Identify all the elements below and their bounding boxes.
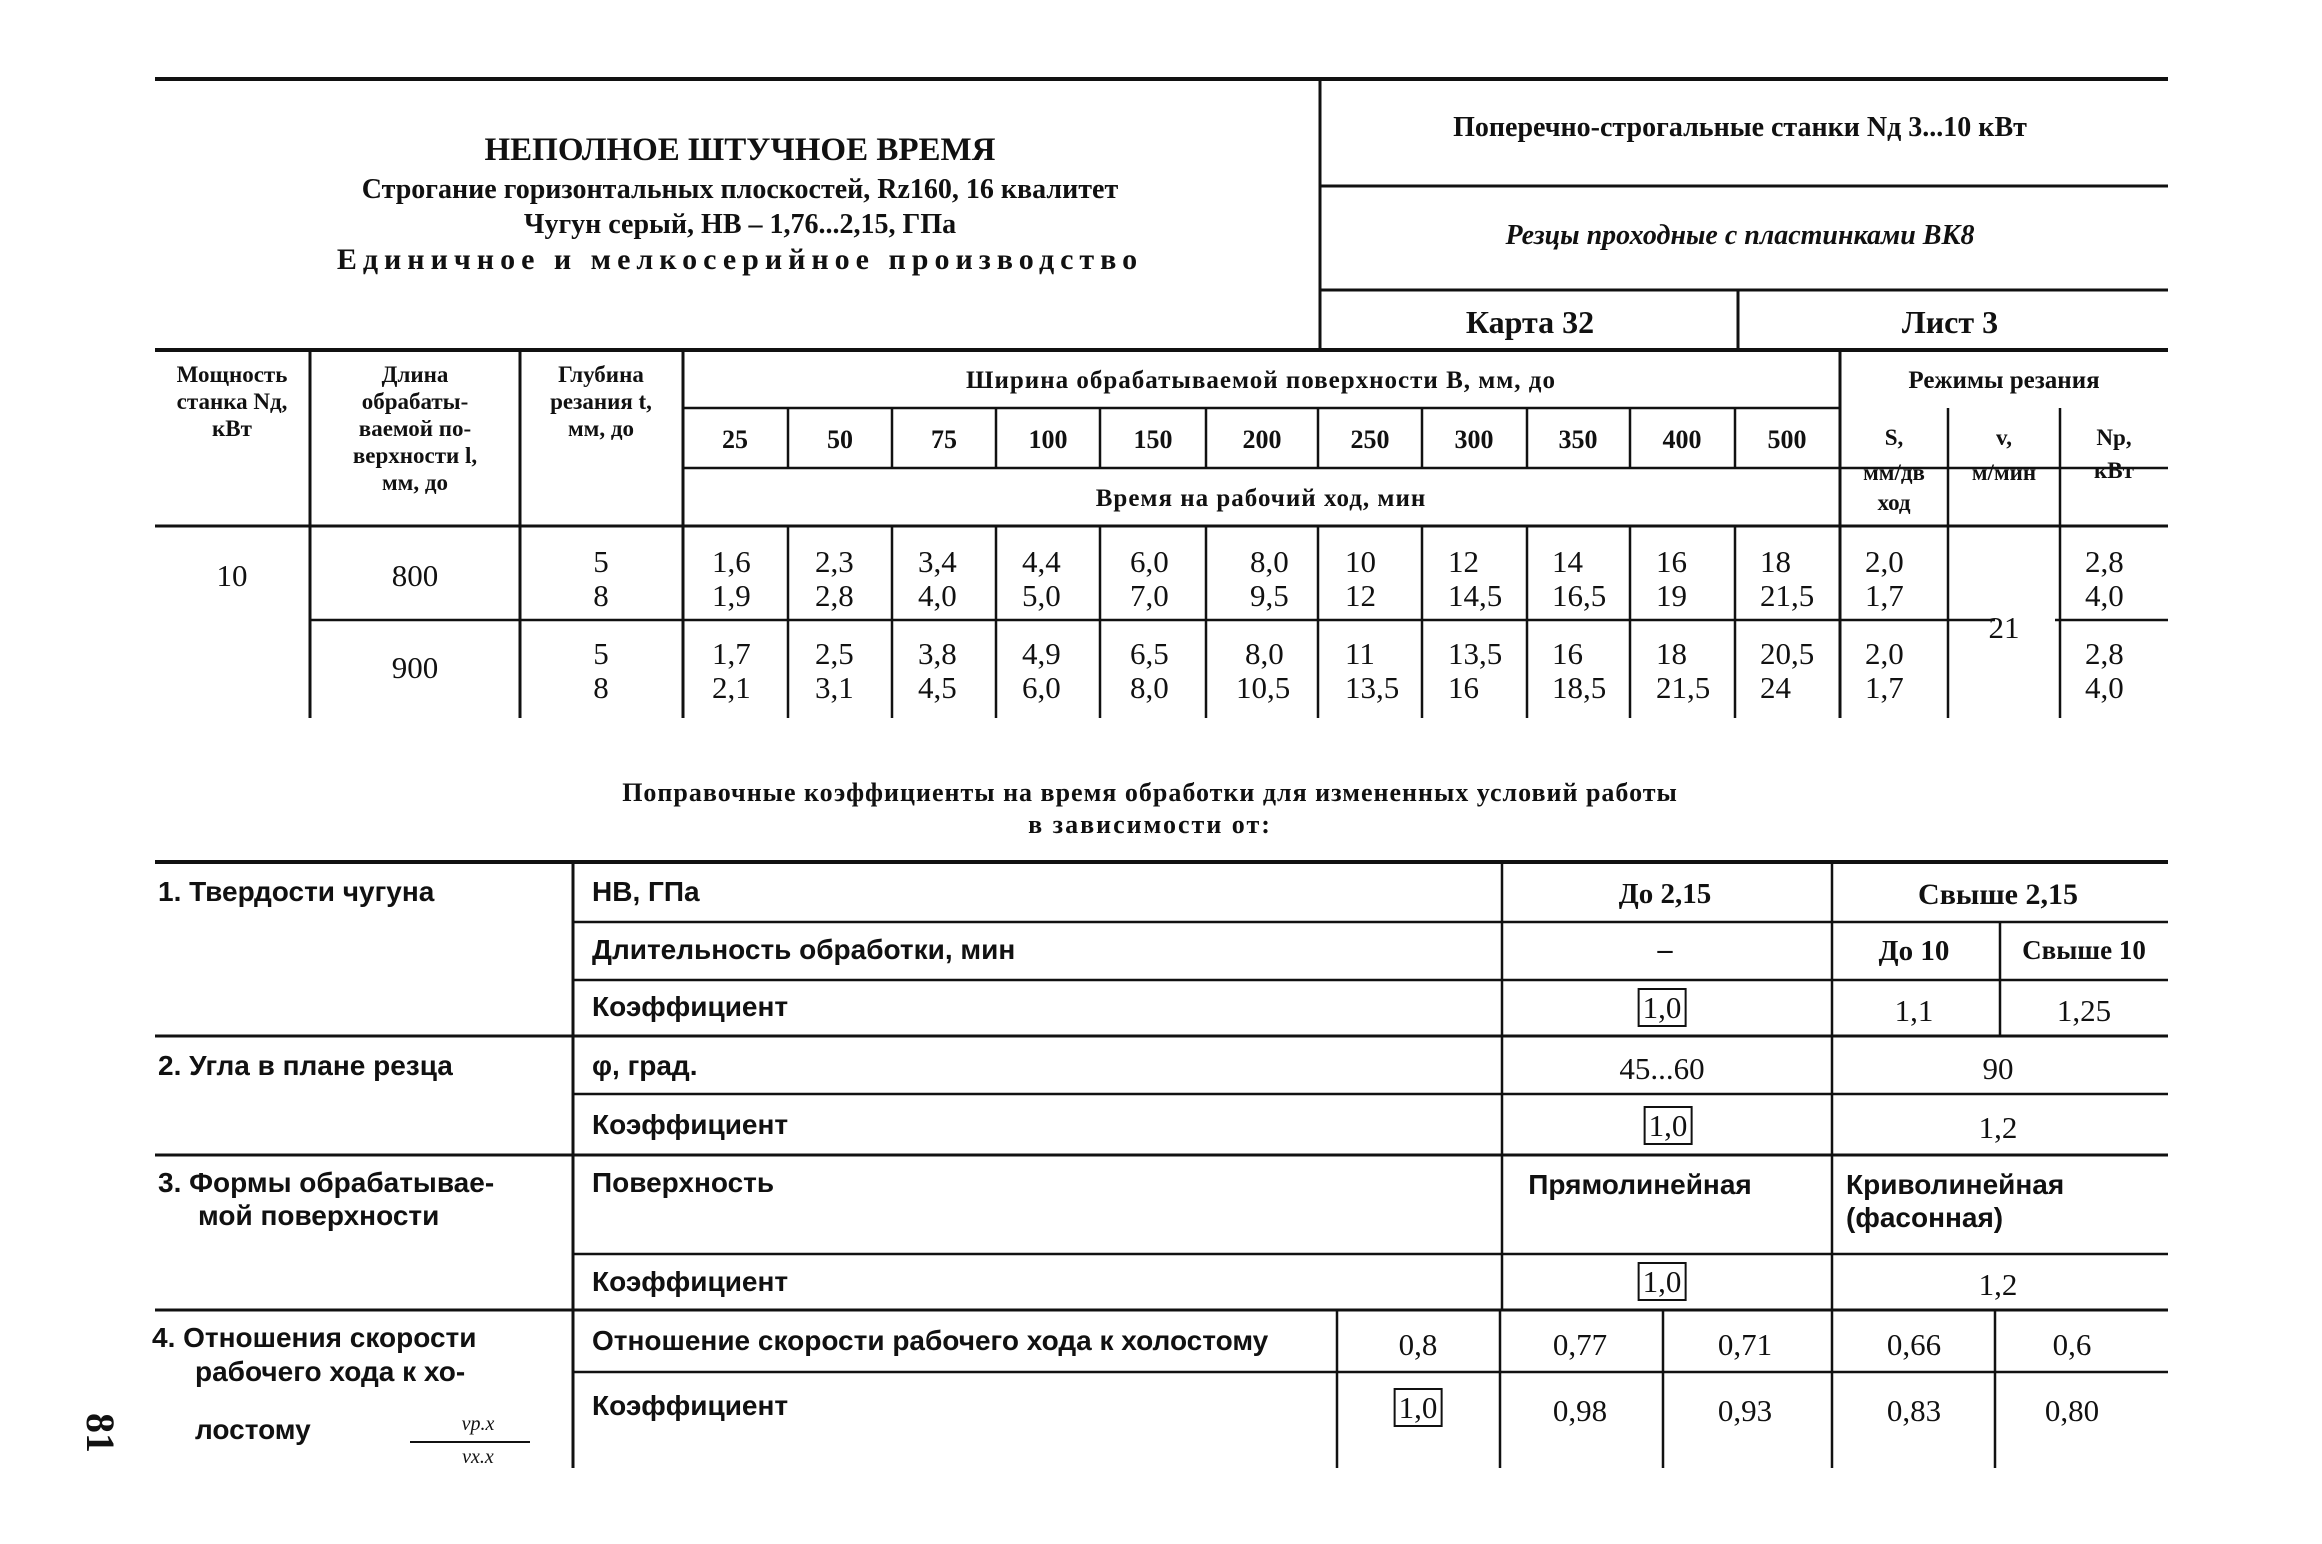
base-coefficient [1638, 990, 1687, 1026]
table-cell: 45...60 [1619, 1051, 1705, 1086]
subtitle-production: Единичное и мелкосерийное производство [336, 243, 1144, 276]
corrections-subtitle: в зависимости от: [1028, 810, 1272, 839]
section-2-label: 2. Угла в плане резца [158, 1050, 453, 1081]
table-cell: 12 [1345, 578, 1376, 613]
table-cell: Поверхность [592, 1167, 775, 1198]
subtitle-operation: Строгание горизонтальных плоскостей, Rz160, 16 квалитет [361, 174, 1119, 205]
table-cell: 1,2 [1978, 1267, 2018, 1302]
table-cell: 90 [1982, 1051, 2014, 1086]
width-75: 75 [931, 425, 957, 454]
col-s-l2: мм/дв [1863, 460, 1925, 485]
col-depth-l3: мм, до [568, 416, 634, 441]
width-50: 50 [827, 425, 853, 454]
col-length-l2: обрабаты- [361, 389, 469, 414]
col-np-l1: Nр, [2096, 425, 2132, 450]
table-cell: 4,0 [918, 578, 957, 613]
length-800: 800 [391, 558, 439, 593]
base-coefficient [1394, 1390, 1443, 1426]
section-3-label-l1: 3. Формы обрабатывае- [158, 1167, 495, 1198]
table-cell: 18 [1656, 636, 1687, 671]
col-length-l3: ваемой по- [358, 416, 472, 441]
section-4-label-l3: лостому [195, 1414, 311, 1445]
col-np-l2: кВт [2094, 458, 2134, 483]
table-cell: 8,0 [1130, 670, 1169, 705]
subtitle-material: Чугун серый, НВ – 1,76...2,15, ГПа [523, 209, 957, 240]
table-cell: 2,8 [815, 578, 854, 613]
table-cell: 0,6 [2052, 1327, 2092, 1362]
table-cell: 3,1 [815, 670, 854, 705]
sheet-number: Лист 3 [1901, 304, 1999, 340]
col-length-l1: Длина [381, 362, 449, 387]
table-cell: (фасонная) [1846, 1202, 2004, 1233]
table-cell: 1,6 [712, 544, 751, 579]
table-cell: Коэффициент [592, 991, 789, 1022]
table-cell: 14,5 [1448, 578, 1503, 613]
col-power-l3: кВт [212, 416, 252, 441]
table-cell: 8 [593, 670, 609, 705]
table-cell: 16 [1552, 636, 1583, 671]
col-v-l2: м/мин [1971, 460, 2037, 485]
table-cell: 4,5 [918, 670, 957, 705]
table-cell: 1,1 [1894, 993, 1934, 1028]
corrections-title: Поправочные коэффициенты на время обработки для измененных условий работы [622, 778, 1678, 807]
modes-header: Режимы резания [1908, 367, 2100, 394]
col-power-l2: станка Nд, [176, 389, 288, 414]
table-cell: 1,7 [1865, 578, 1904, 613]
table-cell: 1,7 [1865, 670, 1904, 705]
base-coefficient [1638, 1264, 1687, 1300]
page-title: НЕПОЛНОЕ ШТУЧНОЕ ВРЕМЯ [484, 132, 996, 168]
table-cell: 8 [593, 578, 609, 613]
section-3-label-l2: мой поверхности [198, 1200, 440, 1231]
table-cell: 0,77 [1552, 1327, 1608, 1362]
width-350: 350 [1558, 425, 1598, 454]
table-cell: 24 [1760, 670, 1791, 705]
table-cell: Длительность обработки, мин [592, 934, 1016, 965]
table-cell: 2,8 [2085, 544, 2124, 579]
table-cell: 1,25 [2056, 993, 2112, 1028]
table-cell: 1,7 [712, 636, 751, 671]
table-cell: 2,5 [815, 636, 854, 671]
table-cell: 16,5 [1552, 578, 1607, 613]
table-cell: 8,0 [1245, 636, 1284, 671]
table-cell: Свыше 2,15 [1918, 878, 2078, 911]
width-250: 250 [1350, 425, 1390, 454]
table-cell: До 10 [1878, 935, 1950, 967]
table-cell: 21,5 [1656, 670, 1711, 705]
table-cell: Отношение скорости рабочего хода к холостому [592, 1325, 1269, 1356]
machine-type: Поперечно-строгальные станки Nд 3...10 кВт [1453, 112, 2027, 143]
table-cell: φ, град. [592, 1050, 698, 1081]
table-cell: 12 [1448, 544, 1479, 579]
base-coefficient-value: 1,0 [1638, 1262, 1687, 1301]
table-cell: 8,0 [1250, 544, 1289, 579]
table-cell: 21,5 [1760, 578, 1815, 613]
col-depth-l1: Глубина [558, 362, 644, 387]
machine-power-value: 10 [216, 558, 248, 593]
length-900: 900 [391, 650, 439, 685]
table-cell: Свыше 10 [2022, 935, 2146, 965]
width-200: 200 [1242, 425, 1282, 454]
time-header: Время на рабочий ход, мин [1095, 485, 1427, 512]
table-cell: 18 [1760, 544, 1791, 579]
tool-type: Резцы проходные с пластинками ВК8 [1505, 220, 1975, 251]
table-cell: 1,2 [1978, 1110, 2018, 1145]
table-cell: 13,5 [1345, 670, 1400, 705]
width-300: 300 [1454, 425, 1494, 454]
table-cell: 9,5 [1250, 578, 1289, 613]
width-25: 25 [722, 425, 748, 454]
table-cell: 14 [1552, 544, 1583, 579]
table-cell: НВ, ГПа [592, 876, 700, 907]
card-number: Карта 32 [1465, 304, 1595, 340]
page-number: 81 [78, 1413, 123, 1453]
table-cell: 0,66 [1886, 1327, 1942, 1362]
width-150: 150 [1133, 425, 1173, 454]
col-s-l1: S, [1884, 425, 1904, 450]
table-cell: – [1657, 933, 1673, 966]
section-1-label: 1. Твердости чугуна [158, 876, 435, 907]
section-4-label-l2: рабочего хода к хо- [195, 1356, 466, 1387]
table-cell: Коэффициент [592, 1390, 789, 1421]
col-length-l4: верхности l, [352, 443, 478, 468]
table-cell: 5 [593, 544, 609, 579]
table-cell: 2,3 [815, 544, 854, 579]
table-cell: 2,1 [712, 670, 751, 705]
table-cell: 0,80 [2044, 1393, 2100, 1428]
table-cell: 5,0 [1022, 578, 1061, 613]
base-coefficient-value: 1,0 [1638, 988, 1687, 1027]
cutting-speed-value: 21 [1988, 610, 2020, 645]
table-cell: 3,4 [918, 544, 957, 579]
table-cell: 0,98 [1552, 1393, 1608, 1428]
table-cell: 6,5 [1130, 636, 1169, 671]
table-cell: Коэффициент [592, 1266, 789, 1297]
table-cell: Прямолинейная [1528, 1169, 1752, 1200]
table-cell: 4,4 [1022, 544, 1061, 579]
table-cell: Коэффициент [592, 1109, 789, 1140]
col-depth-l2: резания t, [550, 389, 652, 414]
base-coefficient-value: 1,0 [1394, 1388, 1443, 1427]
width-100: 100 [1028, 425, 1068, 454]
table-cell: 2,8 [2085, 636, 2124, 671]
table-cell: 10 [1345, 544, 1376, 579]
table-cell: 2,0 [1865, 544, 1904, 579]
table-cell: 19 [1656, 578, 1687, 613]
fraction-denominator: vх.х [462, 1446, 494, 1468]
width-400: 400 [1662, 425, 1702, 454]
table-cell: 16 [1448, 670, 1479, 705]
table-cell: 0,93 [1717, 1393, 1773, 1428]
table-cell: 13,5 [1448, 636, 1503, 671]
table-cell: 4,0 [2085, 578, 2124, 613]
table-cell: 6,0 [1022, 670, 1061, 705]
width-500: 500 [1767, 425, 1807, 454]
col-s-l3: ход [1877, 490, 1911, 515]
table-cell: 16 [1656, 544, 1687, 579]
table-cell: Криволинейная [1846, 1169, 2065, 1200]
table-cell: 0,8 [1398, 1327, 1438, 1362]
table-cell: 20,5 [1760, 636, 1815, 671]
table-cell: 18,5 [1552, 670, 1607, 705]
table-cell: 10,5 [1236, 670, 1291, 705]
base-coefficient-value: 1,0 [1644, 1106, 1693, 1145]
section-4-label-l1: 4. Отношения скорости [152, 1322, 477, 1353]
fraction-numerator: vр.х [461, 1413, 495, 1435]
table-cell: 3,8 [918, 636, 957, 671]
table-cell: 7,0 [1130, 578, 1169, 613]
table-cell: 1,9 [712, 578, 751, 613]
table-cell: 5 [593, 636, 609, 671]
table-cell: 6,0 [1130, 544, 1169, 579]
table-cell: 2,0 [1865, 636, 1904, 671]
base-coefficient [1644, 1108, 1693, 1144]
table-cell: 11 [1345, 636, 1375, 671]
table-cell: До 2,15 [1618, 878, 1712, 910]
table-cell: 4,0 [2085, 670, 2124, 705]
table-cell: 0,83 [1886, 1393, 1942, 1428]
table-cell: 0,71 [1717, 1327, 1773, 1362]
col-power-l1: Мощность [176, 362, 288, 387]
col-v-l1: v, [1996, 425, 2012, 450]
width-header: Ширина обрабатываемой поверхности В, мм, до [966, 367, 1556, 394]
table-cell: 4,9 [1022, 636, 1061, 671]
col-length-l5: мм, до [382, 470, 448, 495]
